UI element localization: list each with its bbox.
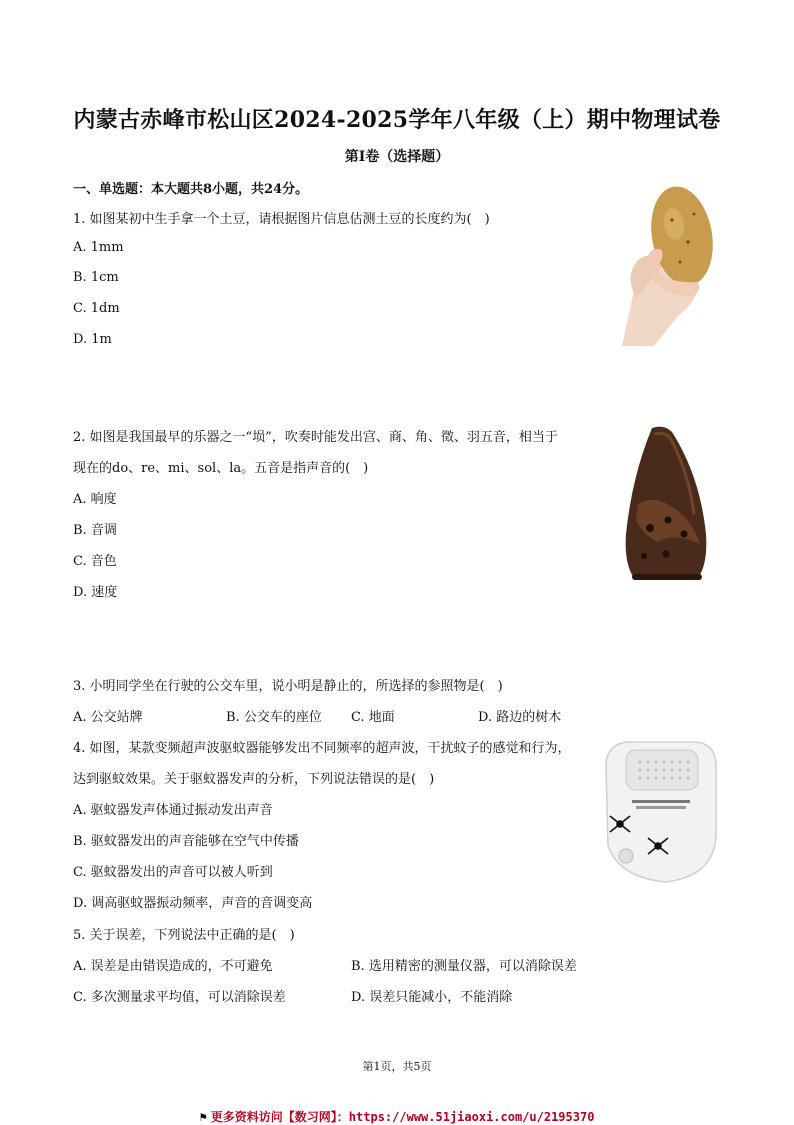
question-1-option-a: A. 1mm xyxy=(73,240,124,255)
question-2-option-a: A. 响度 xyxy=(73,492,117,507)
question-2-stem-line-1: 2. 如图是我国最早的乐器之一“埙”，吹奏时能发出宫、商、角、徵、羽五音，相当于 xyxy=(73,430,558,445)
question-5-option-d: D. 误差只能减小，不能消除 xyxy=(351,990,513,1005)
section-heading: 一、单选题：本大题共8小题，共24分。 xyxy=(73,182,309,197)
question-4-stem-line-2: 达到驱蚊效果。关于驱蚊器发声的分析，下列说法错误的是( ) xyxy=(73,772,435,787)
question-3-stem: 3. 小明同学坐在行驶的公交车里，说小明是静止的，所选择的参照物是( ) xyxy=(73,679,503,694)
question-2-option-b: B. 音调 xyxy=(73,523,117,538)
promo-banner[interactable] xyxy=(0,1108,794,1125)
volume-subtitle: 第I卷（选择题） xyxy=(344,149,450,165)
question-1-option-c: C. 1dm xyxy=(73,301,120,316)
question-5-option-a: A. 误差是由错误造成的，不可避免 xyxy=(73,959,273,974)
question-1-option-b: B. 1cm xyxy=(73,270,119,285)
page-title: 内蒙古赤峰市松山区2024-2025学年八年级（上）期中物理试卷 xyxy=(73,107,721,133)
question-4-option-b: B. 驱蚊器发出的声音能够在空气中传播 xyxy=(73,834,299,849)
potato-hand-image xyxy=(614,180,726,346)
question-2-option-c: C. 音色 xyxy=(73,554,117,569)
promo-banner-text[interactable]: 更多资料访问【数习网】：https://www.51jiaoxi.com/u/2195370 xyxy=(210,1110,595,1124)
mosquito-repeller-image xyxy=(596,736,722,886)
question-3-option-b: B. 公交车的座位 xyxy=(226,710,322,725)
question-5-option-b: B. 选用精密的测量仪器，可以消除误差 xyxy=(351,959,577,974)
question-5-stem: 5. 关于误差，下列说法中正确的是( ) xyxy=(73,928,295,943)
xun-instrument-image xyxy=(614,424,718,584)
question-3-option-a: A. 公交站牌 xyxy=(73,710,143,725)
question-1-option-d: D. 1m xyxy=(73,332,112,347)
question-4-option-c: C. 驱蚊器发出的声音可以被人听到 xyxy=(73,865,273,880)
question-3-option-d: D. 路边的树木 xyxy=(478,710,562,725)
question-2-option-d: D. 速度 xyxy=(73,585,118,600)
page-footer: 第1页，共5页 xyxy=(362,1060,432,1073)
question-4-option-d: D. 调高驱蚊器振动频率，声音的音调变高 xyxy=(73,896,313,911)
question-4-option-a: A. 驱蚊器发声体通过振动发出声音 xyxy=(73,803,273,818)
question-2-stem-line-2: 现在的do、re、mi、sol、la。五音是指声音的( ) xyxy=(73,461,369,476)
question-5-option-c: C. 多次测量求平均值，可以消除误差 xyxy=(73,990,286,1005)
question-3-option-c: C. 地面 xyxy=(351,710,395,725)
question-1-stem: 1. 如图某初中生手拿一个土豆，请根据图片信息估测土豆的长度约为( ) xyxy=(73,212,490,227)
flag-icon: ⚑ xyxy=(199,1110,207,1124)
question-4-stem-line-1: 4. 如图，某款变频超声波驱蚊器能够发出不同频率的超声波，干扰蚊子的感觉和行为， xyxy=(73,741,571,756)
